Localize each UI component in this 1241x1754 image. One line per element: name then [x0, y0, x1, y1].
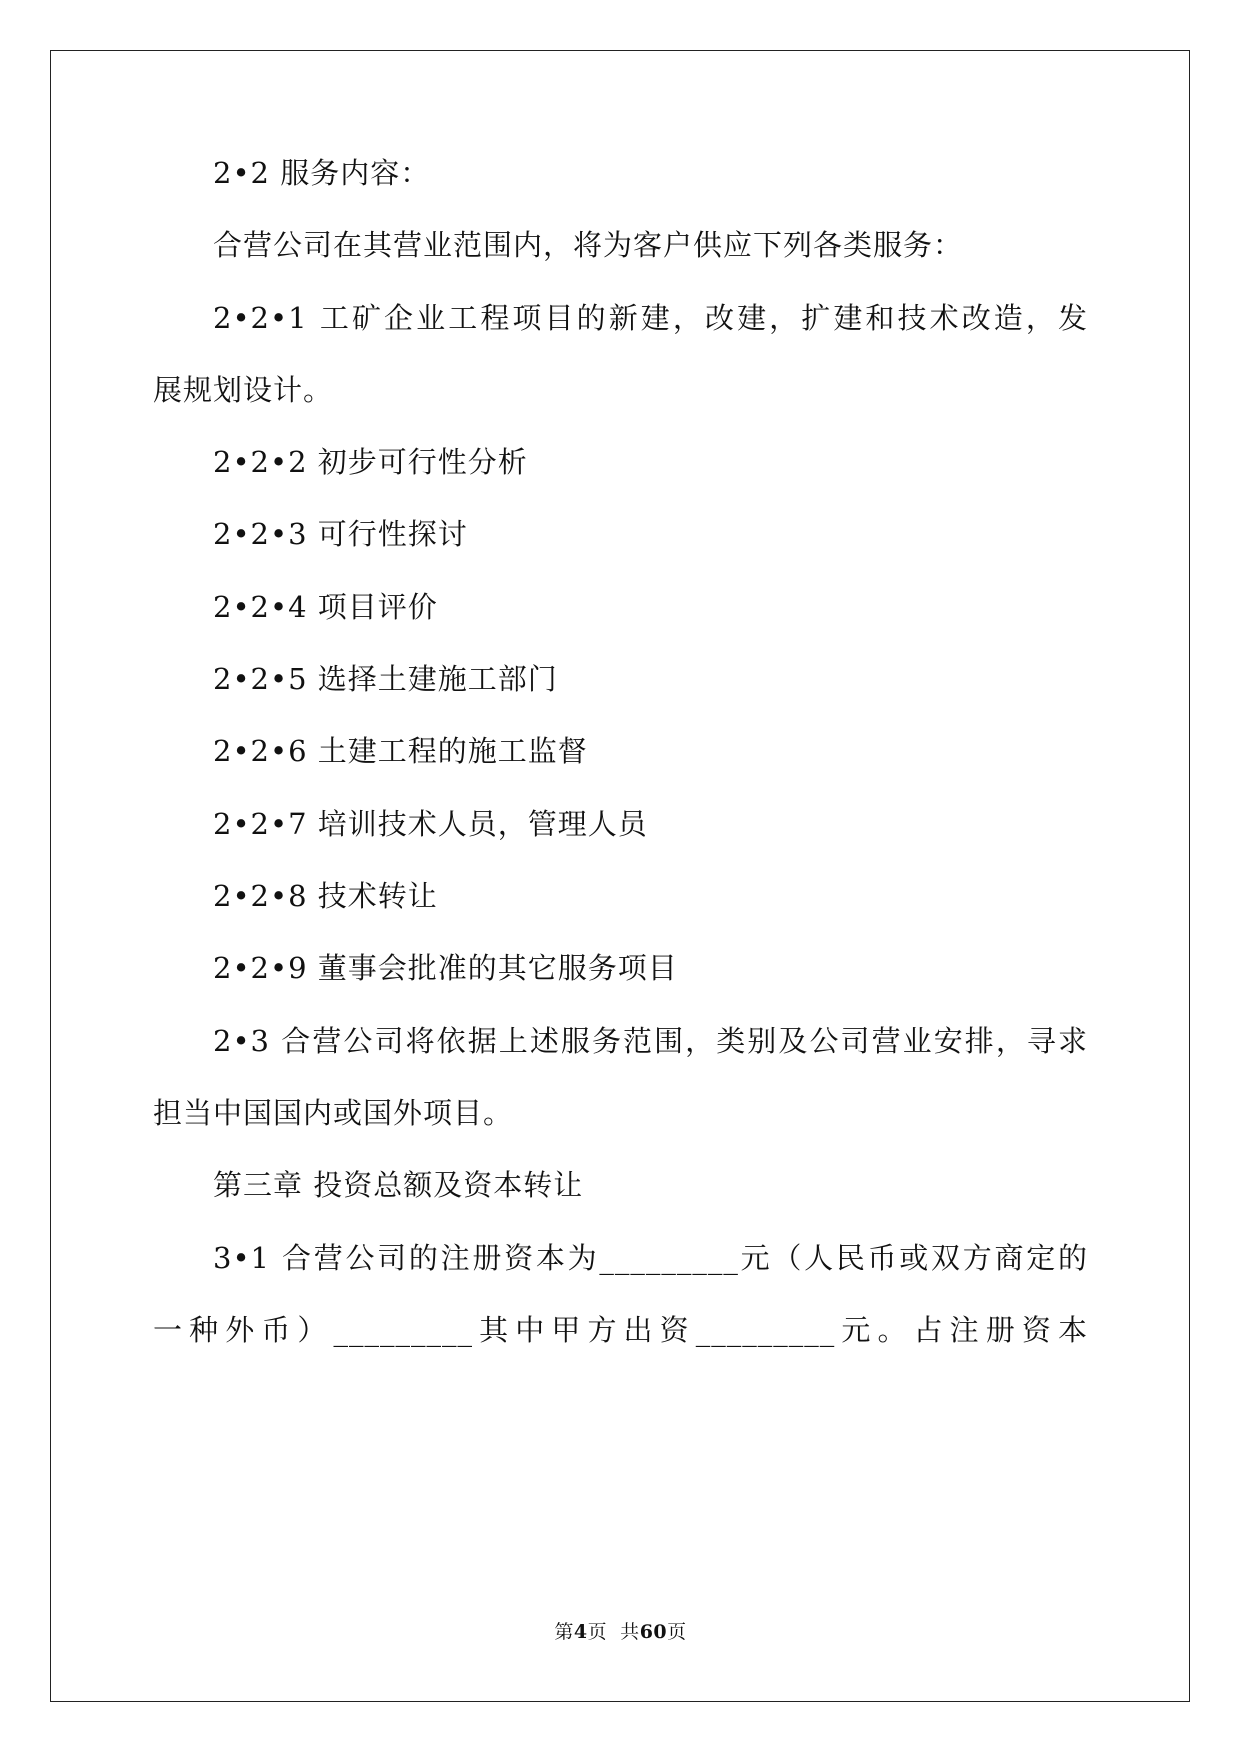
list-item: 2•2•8 技术转让: [213, 879, 438, 913]
list-item: 2•2•5 选择土建施工部门: [213, 662, 558, 696]
current-page-number: 4: [573, 1621, 588, 1643]
footer-prefix: 第: [554, 1621, 574, 1643]
paragraph-line: 一种外币）_________其中甲方出资_________元。占注册资本: [153, 1313, 1088, 1347]
total-page-count: 60: [639, 1621, 668, 1643]
footer-suffix: 页: [667, 1621, 687, 1643]
paragraph-line: 2•3 合营公司将依据上述服务范围，类别及公司营业安排，寻求: [213, 1024, 1088, 1058]
paragraph-line: 合营公司在其营业范围内，将为客户供应下列各类服务：: [213, 228, 964, 262]
paragraph-line: 展规划设计。: [153, 373, 334, 407]
section-heading-2-2: 2•2 服务内容：: [213, 156, 431, 190]
paragraph-line: 担当中国国内或国外项目。: [153, 1096, 514, 1130]
list-item: 2•2•9 董事会批准的其它服务项目: [213, 951, 678, 985]
footer-middle: 页 共: [587, 1621, 640, 1643]
list-item: 2•2•2 初步可行性分析: [213, 445, 528, 479]
list-item: 2•2•7 培训技术人员，管理人员: [213, 807, 648, 841]
paragraph-line: 2•2•1 工矿企业工程项目的新建，改建，扩建和技术改造，发: [213, 301, 1088, 335]
list-item: 2•2•4 项目评价: [213, 590, 438, 624]
list-item: 2•2•3 可行性探讨: [213, 517, 468, 551]
list-item: 2•2•6 土建工程的施工监督: [213, 734, 588, 768]
paragraph-line: 3•1 合营公司的注册资本为_________元（人民币或双方商定的: [213, 1241, 1088, 1275]
chapter-heading: 第三章 投资总额及资本转让: [213, 1168, 584, 1202]
page-footer: [0, 1620, 1241, 1644]
